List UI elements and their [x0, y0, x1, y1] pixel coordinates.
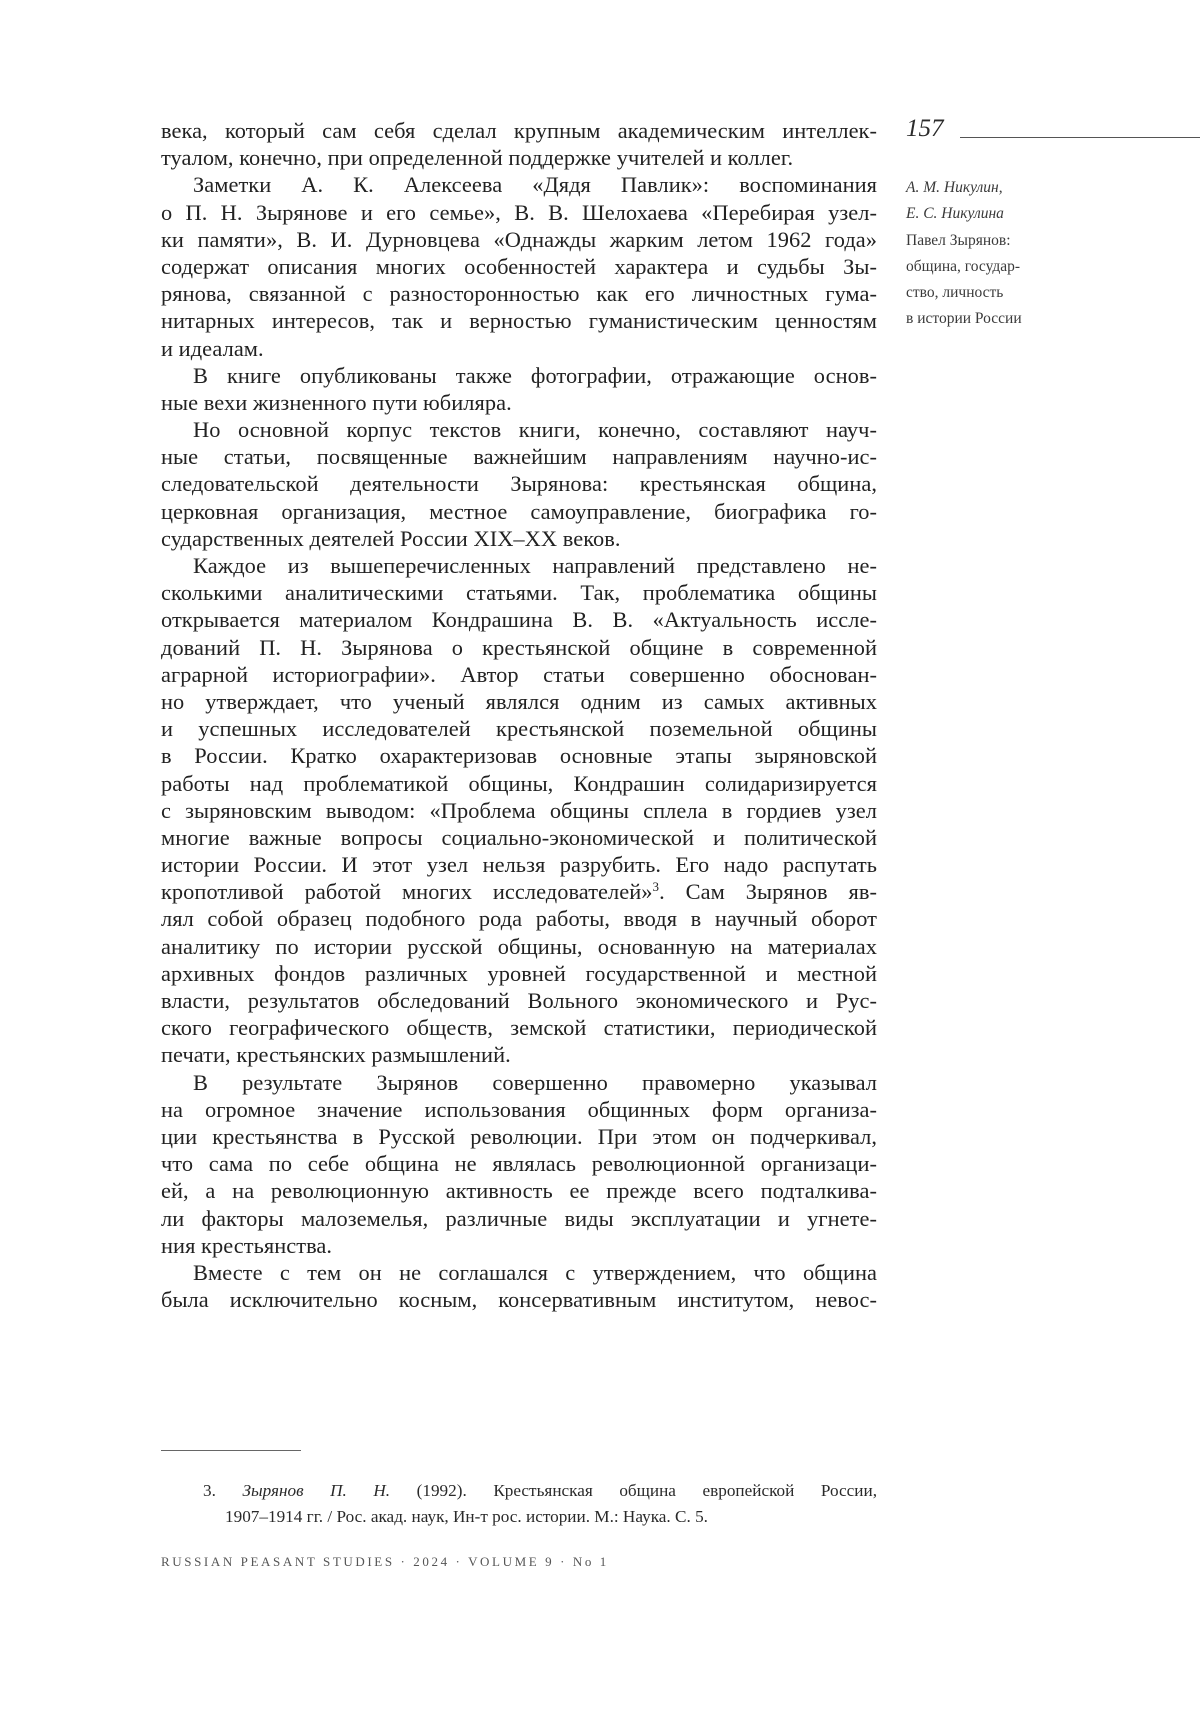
- text-line: открывается материалом Кондрашина В. В. «Актуальность иссле-: [161, 607, 877, 633]
- text-line: архивных фондов различных уровней государственной и местной: [161, 960, 877, 986]
- text-line: ли факторы малоземелья, различные виды эксплуатации и угнете-: [161, 1205, 877, 1231]
- text-line: рянова, связанной с разносторонностью как его личностных гума-: [161, 281, 877, 307]
- text-line: и успешных исследователей крестьянской поземельной общины: [161, 716, 877, 742]
- text-line: аграрной историографии». Автор статьи совершенно обоснован-: [161, 661, 877, 687]
- text-line: Заметки А. К. Алексеева «Дядя Павлик»: воспоминания: [193, 172, 877, 198]
- sidebar: [906, 117, 1200, 333]
- text-line: на огромное значение использования общинных форм организа-: [161, 1096, 877, 1122]
- text-line: аналитику по истории русской общины, основанную на материалах: [161, 933, 877, 959]
- journal-footer: RUSSIAN PEASANT STUDIES · 2024 · VOLUME 9 · No 1: [161, 1554, 609, 1569]
- running-head: [906, 175, 1200, 333]
- text-line: о П. Н. Зырянове и его семье», В. В. Шелохаева «Перебирая узел-: [161, 199, 877, 225]
- text-line: Но основной корпус текстов книги, конечно, составляют науч-: [193, 417, 877, 443]
- text-line: нитарных интересов, так и верностью гуманистическим ценностям: [161, 308, 877, 334]
- article-title-line: в истории России: [906, 310, 1022, 328]
- footnote-line: [203, 1478, 877, 1504]
- text-line: истории России. И этот узел нельзя разрубить. Его надо распутать: [161, 852, 877, 878]
- article-title-line: Павел Зырянов:: [906, 231, 1011, 249]
- text-line: Каждое из вышеперечисленных направлений представлено не-: [193, 553, 877, 578]
- text-line: ки памяти», В. И. Дурновцева «Однажды жарким летом 1962 года»: [161, 226, 877, 252]
- text-line: была исключительно косным, консервативным институтом, невос-: [161, 1287, 877, 1313]
- text-line: Вместе с тем он не соглашался с утверждением, что община: [193, 1259, 877, 1285]
- text-line: работы над проблематикой общины, Кондрашин солидаризируется: [161, 770, 877, 796]
- text-line: и идеалам.: [161, 335, 264, 361]
- text-line: содержат описания многих особенностей характера и судьбы Зы-: [161, 253, 877, 279]
- text-line: века, который сам себя сделал крупным академическим интеллек-: [161, 118, 877, 143]
- page-number: 157: [906, 115, 944, 142]
- text-line: дований П. Н. Зырянова о крестьянской общине в современной: [161, 634, 877, 660]
- text-line: в России. Кратко охарактеризовав основные этапы зыряновской: [161, 743, 877, 769]
- main-text-column: [161, 117, 877, 1313]
- article-title-line: община, государ-: [906, 257, 1021, 275]
- author-line: А. М. Никулин,: [906, 179, 1003, 196]
- author-line: Е. С. Никулина: [906, 205, 1004, 223]
- text-line: церковная организация, местное самоуправление, биографика го-: [161, 498, 877, 524]
- text-line: В результате Зырянов совершенно правомерно указывал: [193, 1069, 877, 1095]
- text-line: ные статьи, посвященные важнейшим направлениям научно-ис-: [161, 444, 877, 470]
- text-line: лял собой образец подобного рода работы, вводя в научный оборот: [161, 906, 877, 932]
- text-line: сколькими аналитическими статьями. Так, проблематика общины: [161, 580, 877, 606]
- text-line: но утверждает, что ученый являлся одним из самых активных: [161, 688, 877, 714]
- text-line: сударственных деятелей России XIX–XX веков.: [161, 525, 621, 551]
- text-line: ции крестьянства в Русской революции. При этом он подчеркивал,: [161, 1123, 877, 1149]
- text-line: кропотливой работой многих исследователей»$^3$. Сам Зырянов яв-: [161, 879, 877, 905]
- text-line: ей, а на революционную активность ее прежде всего подталкива-: [161, 1178, 877, 1204]
- text-line: печати, крестьянских размышлений.: [161, 1042, 511, 1068]
- text-line: В книге опубликованы также фотографии, отражающие основ-: [193, 362, 877, 388]
- footnote-line: 1907–1914 гг. / Рос. акад. наук, Ин-т рос. истории. М.: Наука. С. 5.: [225, 1506, 708, 1526]
- page-header: [906, 117, 1200, 147]
- footnote-text: (1992). Крестьянская община европейской России,: [416, 1481, 877, 1500]
- footnote-ref[interactable]: 3: [652, 879, 660, 895]
- text-line: следовательской деятельности Зырянова: крестьянская община,: [161, 471, 877, 497]
- text-line: ные вехи жизненного пути юбиляра.: [161, 389, 512, 415]
- footnote-separator: [161, 1450, 301, 1451]
- text-line: туалом, конечно, при определенной поддержке учителей и коллег.: [161, 145, 794, 171]
- text-line: ния крестьянства.: [161, 1232, 333, 1258]
- header-rule: [960, 137, 1200, 138]
- footnote-author: Зырянов П. Н.: [242, 1481, 391, 1500]
- text-line: что сама по себе община не являлась революционной организаци-: [161, 1151, 877, 1177]
- text-line: власти, результатов обследований Вольного экономического и Рус-: [161, 988, 877, 1013]
- footnote-number: 3.: [203, 1481, 216, 1500]
- text-line: с зыряновским выводом: «Проблема общины сплела в гордиев узел: [161, 797, 877, 823]
- text-line: многие важные вопросы социально-экономической и политической: [161, 824, 877, 850]
- article-title-line: ство, личность: [906, 284, 1004, 302]
- text-line: ского географического обществ, земской статистики, периодической: [161, 1015, 877, 1041]
- footnote: [203, 1478, 877, 1529]
